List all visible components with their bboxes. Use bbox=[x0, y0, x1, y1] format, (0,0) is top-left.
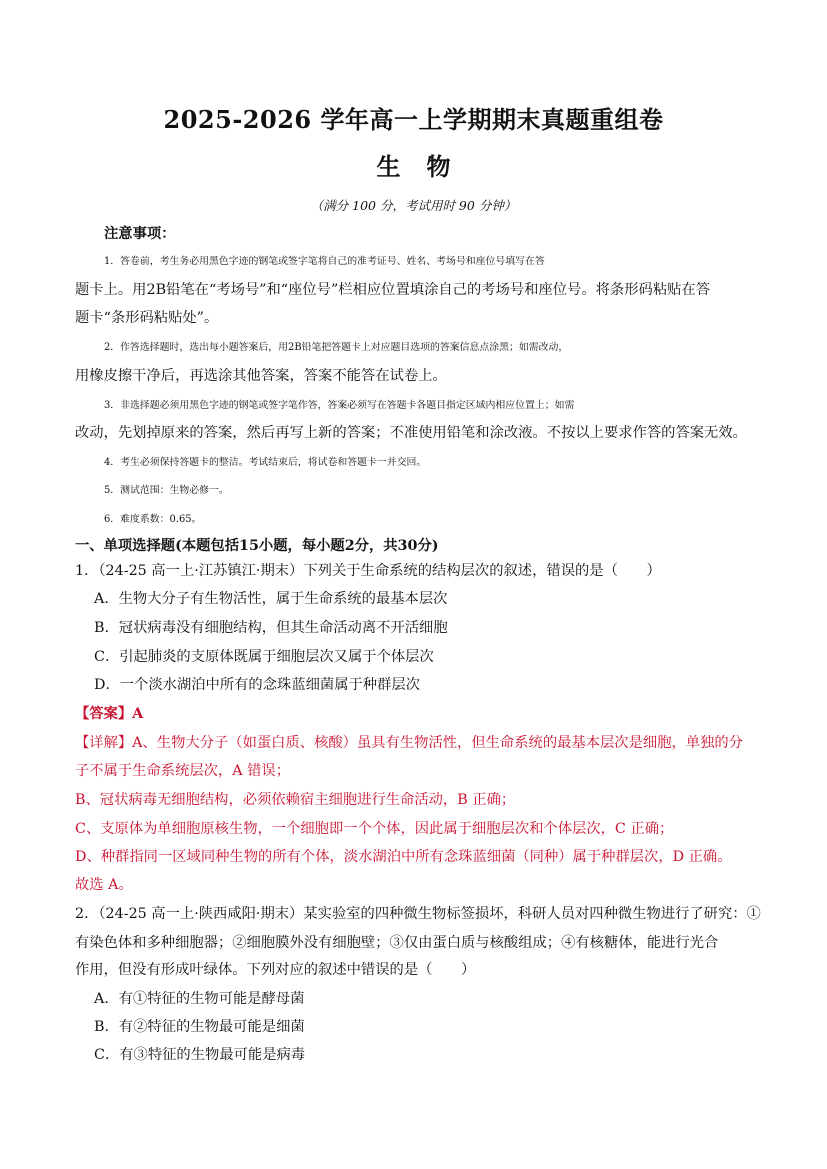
notice-line: 5．测试范围：生物必修一。 bbox=[104, 485, 229, 496]
notice-line: 2．作答选择题时，选出每小题答案后，用2B铅笔把答题卡上对应题目选项的答案信息点涂黑；如需改动， bbox=[104, 342, 569, 353]
question-1-stem: 1．（24-25 高一上·江苏镇江·期末）下列关于生命系统的结构层次的叙述，错误的是（ ） bbox=[75, 563, 661, 579]
notice-line: 题卡上。用2B铅笔在“考场号”和“座位号”栏相应位置填涂自己的考场号和座位号。将条形码粘贴在答 bbox=[75, 282, 711, 298]
subject-title: 生物 bbox=[376, 152, 477, 181]
notice-line: 4．考生必须保持答题卡的整洁。考试结束后，将试卷和答题卡一并交回。 bbox=[104, 457, 427, 468]
question-1-detail-line: C、支原体为单细胞原核生物，一个细胞即一个个体，因此属于细胞层次和个体层次，C 正确； bbox=[75, 821, 674, 837]
notice-line: 用橡皮擦干净后，再选涂其他答案，答案不能答在试卷上。 bbox=[75, 368, 447, 384]
notice-line: 6．难度系数：0.65。 bbox=[104, 514, 202, 525]
question-1-option-b: B．冠状病毒没有细胞结构，但其生命活动离不开活细胞 bbox=[94, 620, 448, 636]
question-2-option-a: A．有①特征的生物可能是酵母菌 bbox=[94, 991, 305, 1007]
notice-line: 改动，先划掉原来的答案，然后再写上新的答案；不准使用铅笔和涂改液。不按以上要求作答的答案无效。 bbox=[75, 425, 747, 441]
question-1-option-d: D．一个淡水湖泊中所有的念珠蓝细菌属于种群层次 bbox=[94, 677, 420, 693]
score-note: （满分 100 分，考试用时 90 分钟） bbox=[310, 198, 517, 213]
notice-heading: 注意事项： bbox=[104, 226, 176, 242]
question-1-detail-line: 故选 A。 bbox=[75, 877, 133, 893]
question-1-detail-line: 【详解】A、生物大分子（如蛋白质、核酸）虽具有生物活性，但生命系统的最基本层次是细胞，单独的分 bbox=[75, 735, 743, 751]
question-2-option-c: C．有③特征的生物最可能是病毒 bbox=[94, 1047, 306, 1063]
notice-line: 3．非选择题必须用黑色字迹的钢笔或签字笔作答，答案必须写在答题卡各题目指定区域内相应位置上；如需 bbox=[104, 400, 575, 411]
question-2-stem-line: 作用，但没有形成叶绿体。下列对应的叙述中错误的是（ ） bbox=[75, 962, 476, 978]
question-2-stem-line: 有染色体和多种细胞器；②细胞膜外没有细胞壁；③仅由蛋白质与核酸组成；④有核糖体，能进行光合 bbox=[75, 935, 719, 951]
notice-line: 1．答卷前，考生务必用黑色字迹的钢笔或签字笔将自己的准考证号、姓名、考场号和座位号填写在答 bbox=[104, 256, 545, 267]
question-1-answer: 【答案】A bbox=[75, 706, 144, 722]
exam-title: 2025-2026 学年高一上学期期末真题重组卷 bbox=[163, 105, 664, 134]
section-heading: 一、单项选择题(本题包括15小题，每小题2分，共30分) bbox=[75, 538, 439, 554]
question-1-option-c: C．引起肺炎的支原体既属于细胞层次又属于个体层次 bbox=[94, 649, 434, 665]
question-2-option-b: B．有②特征的生物最可能是细菌 bbox=[94, 1019, 305, 1035]
question-1-detail-line: D、种群指同一区域同种生物的所有个体，淡水湖泊中所有念珠蓝细菌（同种）属于种群层次，D 正确。 bbox=[75, 849, 732, 865]
question-1-detail-line: 子不属于生命系统层次，A 错误； bbox=[75, 763, 291, 779]
question-2-stem-line: 2．（24-25 高一上·陕西咸阳·期末）某实验室的四种微生物标签损坏，科研人员对四种微生物进行了研究：① bbox=[75, 906, 761, 922]
question-1-detail-line: B、冠状病毒无细胞结构，必须依赖宿主细胞进行生命活动，B 正确； bbox=[75, 792, 516, 808]
notice-line: 题卡“条形码粘贴处”。 bbox=[75, 310, 219, 326]
question-1-option-a: A．生物大分子有生物活性，属于生命系统的最基本层次 bbox=[94, 591, 448, 607]
